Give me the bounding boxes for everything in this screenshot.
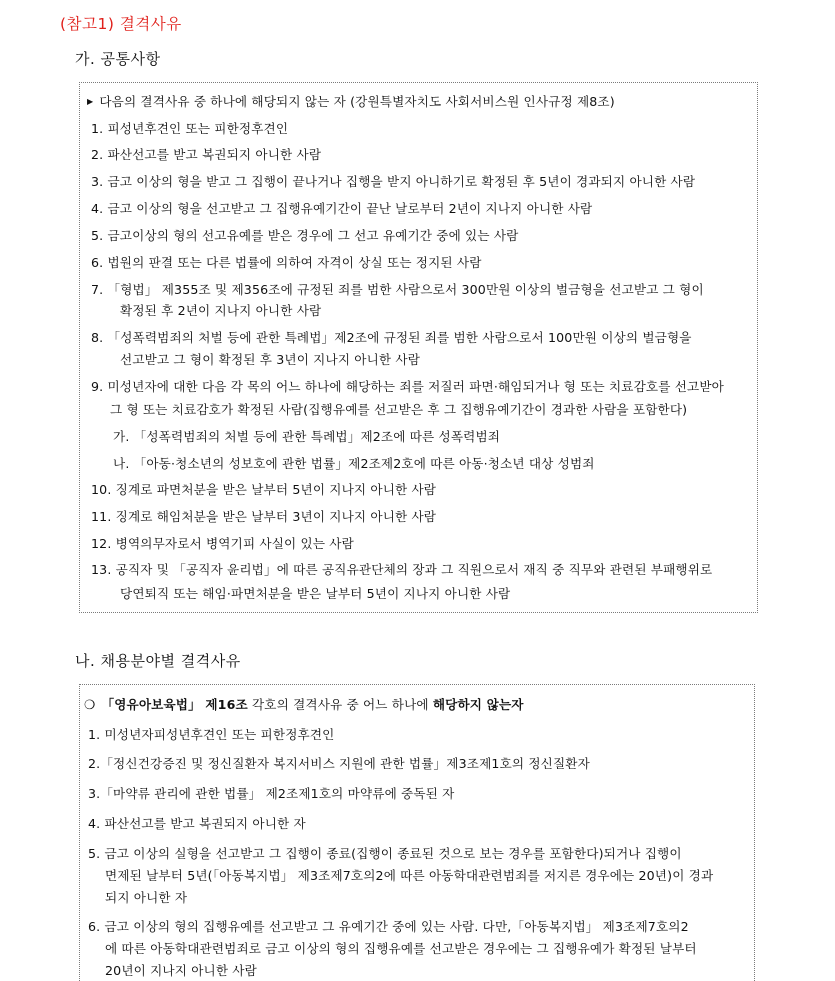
triangle-bullet-icon: ▶	[87, 97, 94, 106]
list-item: 5. 금고 이상의 실형을 선고받고 그 집행이 종료(집행이 종료된 것으로 보는 경우를 포함한다)되거나 집행이	[88, 846, 682, 861]
section-b-law-name: 「영유아보육법」 제16조	[101, 697, 248, 712]
section-b-intro	[84, 699, 524, 712]
list-item-continuation: 에 따른 아동학대관련범죄로 금고 이상의 형의 집행유예를 선고받은 경우에는 그 집행유예가 확정된 날부터	[105, 941, 697, 956]
sub-list-item: 가. 「성폭력범죄의 처벌 등에 관한 특례법」제2조에 따른 성폭력범죄	[113, 429, 501, 444]
section-a-title: 가. 공통사항	[75, 50, 161, 68]
list-item: 10. 징계로 파면처분을 받은 날부터 5년이 지나지 아니한 사람	[91, 482, 437, 497]
list-item: 11. 징계로 해임처분을 받은 날부터 3년이 지나지 아니한 사람	[91, 509, 437, 524]
list-item: 8. 「성폭력범죄의 처벌 등에 관한 특례법」제2조에 규정된 죄를 범한 사람으로서 100만원 이상의 벌금형을	[91, 330, 692, 345]
list-item: 6. 금고 이상의 형의 집행유예를 선고받고 그 유예기간 중에 있는 사람. 다만,「아동복지법」 제3조제7호의2	[88, 919, 689, 934]
list-item: 3. 금고 이상의 형을 받고 그 집행이 끝나거나 집행을 받지 아니하기로 확정된 후 5년이 경과되지 아니한 사람	[91, 174, 696, 189]
list-item: 7. 「형법」 제355조 및 제356조에 규정된 죄를 범한 사람으로서 300만원 이상의 벌금형을 선고받고 그 형이	[91, 282, 704, 297]
list-item-continuation: 그 형 또는 치료감호가 확정된 사람(집행유예를 선고받은 후 그 집행유예기간이 경과한 사람을 포함한다)	[110, 402, 688, 417]
list-item-continuation: 선고받고 그 형이 확정된 후 3년이 지나지 아니한 사람	[120, 352, 421, 367]
list-item: 1. 피성년후견인 또는 피한정후견인	[91, 121, 289, 136]
list-item: 4. 파산선고를 받고 복권되지 아니한 자	[88, 816, 306, 831]
list-item-continuation: 되지 아니한 자	[105, 890, 188, 905]
list-item: 1. 미성년자피성년후견인 또는 피한정후견인	[88, 727, 335, 742]
section-a-intro	[87, 96, 615, 109]
list-item: 4. 금고 이상의 형을 선고받고 그 집행유예기간이 끝난 날로부터 2년이 지나지 아니한 사람	[91, 201, 593, 216]
list-item: 2.「정신건강증진 및 정신질환자 복지서비스 지원에 관한 법률」제3조제1호의 정신질환자	[88, 756, 590, 771]
list-item: 9. 미성년자에 대한 다음 각 목의 어느 하나에 해당하는 죄를 저질러 파면·해임되거나 형 또는 치료감호를 선고받아	[91, 379, 724, 394]
page-title: (참고1) 결격사유	[60, 15, 182, 33]
list-item: 5. 금고이상의 형의 선고유예를 받은 경우에 그 선고 유예기간 중에 있는 사람	[91, 228, 519, 243]
list-item-continuation: 20년이 지나지 아니한 사람	[105, 963, 257, 978]
section-b-title: 나. 채용분야별 결격사유	[75, 652, 241, 670]
section-a-intro-text: 다음의 결격사유 중 하나에 해당되지 않는 자 (강원특별자치도 사회서비스원 인사규정 제8조)	[99, 94, 615, 109]
list-item-continuation: 면제된 날부터 5년(「아동복지법」 제3조제7호의2에 따른 아동학대관련범죄를 저지른 경우에는 20년)이 경과	[105, 868, 714, 883]
circle-bullet-icon: ❍	[84, 697, 96, 712]
list-item: 13. 공직자 및 「공직자 윤리법」에 따른 공직유관단체의 장과 그 직원으로서 재직 중 직무와 관련된 부패행위로	[91, 562, 713, 577]
list-item: 12. 병역의무자로서 병역기피 사실이 있는 사람	[91, 536, 354, 551]
section-b-emphasis: 해당하지 않는자	[432, 697, 524, 712]
list-item: 6. 법원의 판결 또는 다른 법률에 의하여 자격이 상실 또는 정지된 사람	[91, 255, 482, 270]
section-b-intro-text: 각호의 결격사유 중 어느 하나에	[247, 697, 433, 712]
list-item-continuation: 확정된 후 2년이 지나지 아니한 사람	[120, 303, 322, 318]
list-item-continuation: 당연퇴직 또는 해임·파면처분을 받은 날부터 5년이 지나지 아니한 사람	[120, 586, 511, 601]
list-item: 3.「마약류 관리에 관한 법률」 제2조제1호의 마약류에 중독된 자	[88, 786, 455, 801]
sub-list-item: 나. 「아동·청소년의 성보호에 관한 법률」제2조제2호에 따른 아동·청소년 대상 성범죄	[113, 456, 595, 471]
list-item: 2. 파산선고를 받고 복권되지 아니한 사람	[91, 147, 322, 162]
